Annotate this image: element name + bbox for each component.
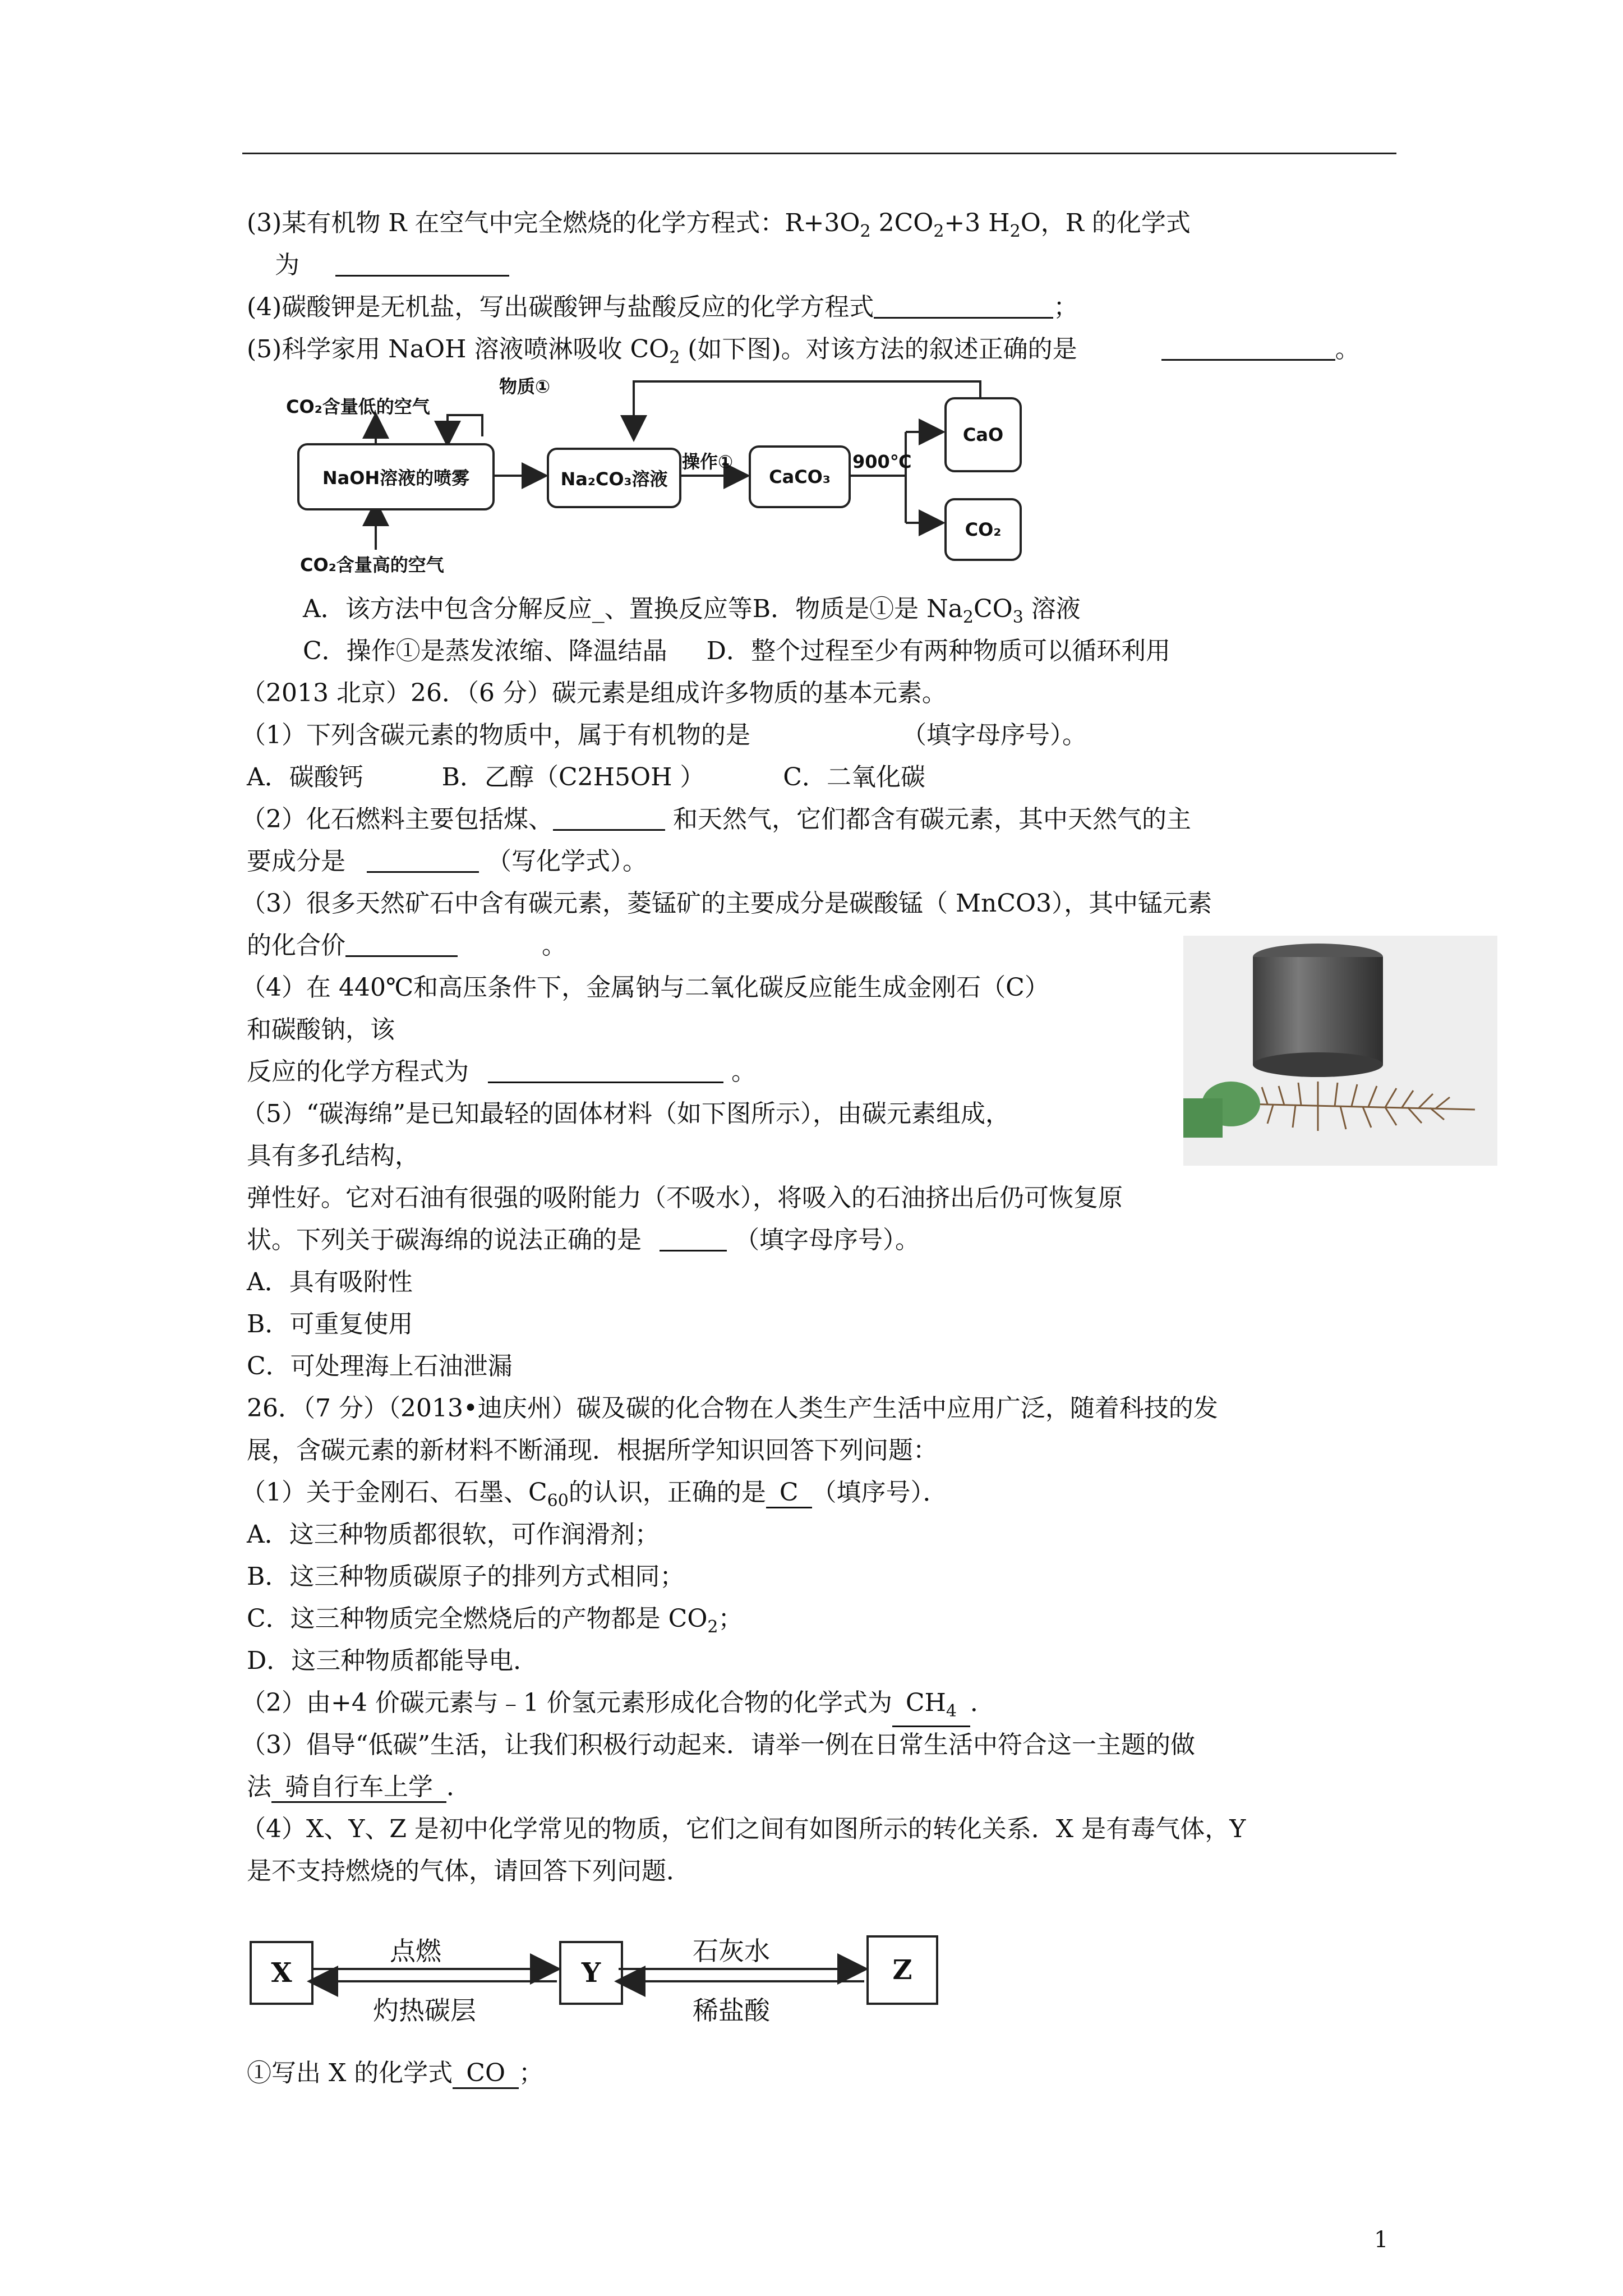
dq-title-line1: 26．（7 分）（2013•迪庆州）碳及碳的化合物在人类生产生活中应用广泛，随着科技的发 <box>247 1394 1218 1423</box>
bj-q5-option-c: C．可处理海上石油泄漏 <box>247 1352 513 1381</box>
dq-q4-line1: （4）X、Y、Z 是初中化学常见的物质，它们之间有如图所示的转化关系．X 是有毒气体，Y <box>241 1815 1246 1843</box>
bj-q4-line3: 反应的化学方程式为 。 <box>247 1057 756 1086</box>
q3-line2: 为 <box>275 250 509 281</box>
bj-q5-option-b: B．可重复使用 <box>247 1310 413 1338</box>
filled-answer: $CH_4$ <box>892 1689 970 1727</box>
co2-capture-flow-diagram <box>280 370 1054 583</box>
low-co2-air-label: CO₂含量低的空气 <box>286 396 430 417</box>
header-rule <box>242 153 1396 154</box>
bj-q4-line1: （4）在 440℃和高压条件下，金属钠与二氧化碳反应能生成金刚石（C） <box>241 973 1049 1002</box>
bj-q5-line2: 具有多孔结构， <box>247 1142 419 1170</box>
x-box: X <box>250 1941 313 2005</box>
dilute-hcl-label: 稀盐酸 <box>693 1995 770 2026</box>
dq-q4-line2: 是不支持燃烧的气体，请回答下列问题． <box>247 1857 691 1885</box>
xyz-conversion-diagram <box>250 1918 945 2036</box>
bj-q1-options: A．碳酸钙 B．乙醇（C2H5OH ） C．二氧化碳 <box>247 763 925 792</box>
z-box: Z <box>866 1935 938 2005</box>
substance-1-label: 物质① <box>499 376 551 397</box>
high-co2-air-label: CO₂含量高的空气 <box>300 554 444 576</box>
q4-line: (4)碳酸钾是无机盐，写出碳酸钾与盐酸反应的化学方程式 ； <box>247 293 1078 321</box>
bj-q3-line1: （3）很多天然矿石中含有碳元素，菱锰矿的主要成分是碳酸锰（ MnCO3），其中锰元素 <box>241 889 1212 918</box>
bj-q5-line1: （5）“碳海绵”是已知最轻的固体材料（如下图所示），由碳元素组成， <box>241 1099 1010 1128</box>
filled-answer: C <box>766 1479 812 1508</box>
answer-blank[interactable] <box>874 292 1053 319</box>
dq-option-b: B．这三种物质碳原子的排列方式相同； <box>247 1562 685 1591</box>
carbon-sponge-illustration <box>1183 936 1497 1166</box>
dq-title-line2: 展，含碳元素的新材料不断涌现．根据所学知识回答下列问题： <box>247 1436 938 1465</box>
answer-blank[interactable] <box>367 846 479 873</box>
bj-q5-option-a: A．具有吸附性 <box>247 1268 413 1296</box>
q5-line: (5)科学家用 NaOH 溶液喷淋吸收 $CO_2$ (如下图)。对该方法的叙述正确的是 。 <box>247 335 1360 367</box>
hot-carbon-label: 灼热碳层 <box>373 1995 476 2026</box>
answer-blank[interactable] <box>660 1225 727 1251</box>
bj-q3-line2: 的化合价 。 <box>247 931 566 960</box>
dq-option-c: C．这三种物质完全燃烧后的产物都是 $CO_2$； <box>247 1604 743 1637</box>
answer-blank[interactable] <box>335 250 509 277</box>
dq-q3-line2: 法 骑自行车上学 ． <box>247 1772 471 1803</box>
bj-q2-line1: （2）化石燃料主要包括煤、 和天然气，它们都含有碳元素，其中天然气的主 <box>241 805 1191 834</box>
na2co3-solution-box: Na₂CO₃溶液 <box>547 448 681 508</box>
temperature-label: 900℃ <box>852 451 912 472</box>
answer-blank[interactable] <box>1161 334 1335 361</box>
dq-q3-line1: （3）倡导“低碳”生活，让我们积极行动起来．请举一例在日常生活中符合这一主题的做 <box>241 1731 1195 1759</box>
filled-answer: 骑自行车上学 <box>271 1773 446 1803</box>
bj-q5-line3: 弹性好。它对石油有很强的吸附能力（不吸水），将吸入的石油挤出后仍可恢复原 <box>247 1184 1123 1212</box>
answer-blank[interactable] <box>488 1057 723 1083</box>
q3-line1: (3)某有机物 R 在空气中完全燃烧的化学方程式：$R+3O_2$ $2CO_2+3$ $H_2O$，R 的化学式 <box>247 209 1191 241</box>
bj-title: （2013 北京）26．（6 分）碳元素是组成许多物质的基本元素。 <box>241 679 947 707</box>
filled-answer: CO <box>453 2059 519 2089</box>
bj-q1: （1）下列含碳元素的物质中，属于有机物的是 （填字母序号）。 <box>241 721 1087 749</box>
q5-option-cd: C．操作①是蒸发浓缩、降温结晶 D．整个过程至少有两种物质可以循环利用 <box>303 637 1170 665</box>
dq-sub1: ①写出 X 的化学式 CO ； <box>247 2058 543 2089</box>
caco3-box: CaCO₃ <box>749 445 851 508</box>
dq-option-d: D．这三种物质都能导电． <box>247 1646 538 1675</box>
answer-blank[interactable] <box>553 804 665 831</box>
page-number: 1 <box>1374 2227 1389 2253</box>
y-box: Y <box>559 1941 623 2005</box>
bj-q2-line2: 要成分是 （写化学式）。 <box>247 847 647 876</box>
ignite-label: 点燃 <box>390 1936 441 1966</box>
bj-q5-line4: 状。下列关于碳海绵的说法正确的是 （填字母序号）。 <box>247 1226 920 1254</box>
operation-1-label: 操作① <box>682 451 734 472</box>
dq-option-a: A．这三种物质都很软，可作润滑剂； <box>247 1520 660 1549</box>
bj-q4-line2: 和碳酸钠，该 <box>247 1015 395 1044</box>
cao-box: CaO <box>944 397 1022 472</box>
answer-blank[interactable] <box>345 931 458 957</box>
carbon-sponge-photo <box>1183 936 1497 1166</box>
q5-option-ab: A．该方法中包含分解反应_、置换反应等B．物质是①是 $Na_2CO_3$ 溶液 <box>303 595 1081 627</box>
co2-box: CO₂ <box>944 498 1022 561</box>
dq-q1: （1）关于金刚石、石墨、$C_{60}$的认识，正确的是 C （填序号）． <box>241 1478 948 1511</box>
limewater-label: 石灰水 <box>693 1936 770 1966</box>
dq-q2: （2）由+4 价碳元素与﹣1 价氢元素形成化合物的化学式为 $CH_4$ ． <box>241 1687 995 1727</box>
naoh-spray-box: NaOH溶液的喷雾 <box>297 443 495 510</box>
